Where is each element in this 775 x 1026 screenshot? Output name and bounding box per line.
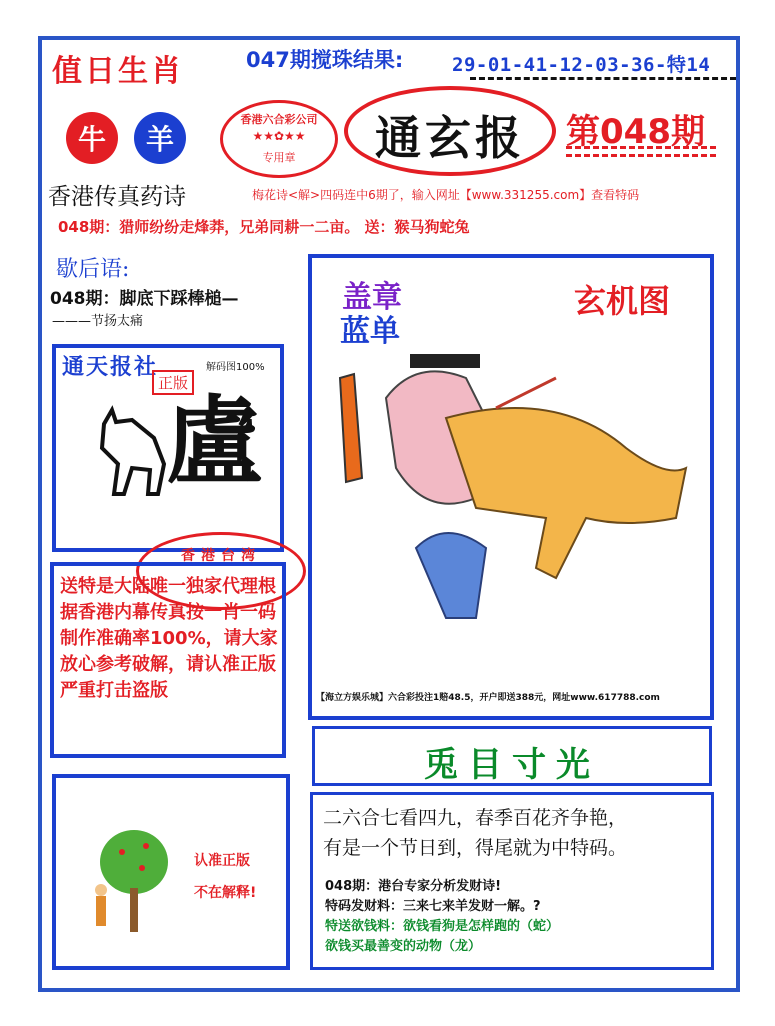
- analysis-line4: 欲钱买最善变的动物（龙）: [325, 939, 482, 954]
- poem-note: 梅花诗<解>四码连中6期了，输入网址【www.331255.com】查看特码: [252, 188, 640, 202]
- bottom-left-line1: 认准正版: [194, 853, 250, 869]
- idiom-text: 兎目寸光: [424, 745, 600, 785]
- issue-underline-2: [566, 154, 716, 157]
- tip-line: 048期：猎师纷纷走烽莽，兄弟同耕一二亩。 送：猴马狗蛇兔: [58, 218, 470, 236]
- xiehouyu-heading: 歇后语:: [56, 257, 130, 282]
- notice-text: 送特是大陆唯一独家代理根据香港内幕传真按一肖一码制作准确率100%，请大家放心参考破解，请认准正版严重打击盗版: [60, 576, 278, 701]
- seal-top-text: 香港六合彩公司: [240, 113, 318, 126]
- result-label: 047期搅珠结果:: [246, 48, 404, 72]
- verse-line2: 有是一个节日到，得尾就为中特码。: [323, 837, 628, 859]
- xuanji-label-1: 盖章: [342, 280, 402, 315]
- xuanji-title: 玄机图: [574, 282, 671, 320]
- bottom-left-box: [52, 774, 290, 970]
- poem-title: 香港传真药诗: [48, 184, 186, 210]
- idiom-box: [312, 726, 712, 786]
- xuanji-box: [308, 254, 714, 720]
- result-numbers: 29-01-41-12-03-36-特14: [452, 54, 711, 76]
- tiantian-stamp: 正版: [152, 370, 194, 395]
- badge-goat: 羊: [134, 112, 186, 164]
- paper-name: 通玄报: [375, 111, 525, 165]
- xiehouyu-line1: 048期：脚底下踩棒槌—: [50, 289, 239, 309]
- verse-line1: 二六合七看四九，春季百花齐争艳，: [323, 807, 628, 829]
- badge-ox: 牛: [66, 112, 118, 164]
- issue-underline-1: [566, 146, 716, 149]
- company-seal: [220, 100, 338, 178]
- verse-box: [310, 792, 714, 970]
- result-underline: [470, 77, 736, 80]
- tiantian-glyph: 盧: [166, 385, 262, 498]
- cartoon-illustration: [326, 318, 702, 638]
- seal-bottom-text: 专用章: [262, 151, 296, 164]
- tree-icon: [84, 822, 172, 942]
- tiantian-box: [52, 344, 284, 552]
- bottom-left-line2: 不在解释!: [194, 885, 257, 901]
- analysis-line1: 048期：港台专家分析发财诗!: [325, 879, 502, 894]
- xuanji-label-2: 蓝单: [340, 314, 400, 349]
- red-stamp-text: 香港台湾: [181, 548, 261, 564]
- analysis-line2: 特码发财料：三来七来羊发财一解。?: [325, 899, 541, 914]
- paper-name-oval: [344, 86, 556, 176]
- tiantian-tag: 解码图100%: [206, 362, 265, 373]
- xuanji-ad: 【海立方娱乐城】六合彩投注1赔48.5，开户即送388元，网址www.617788.com: [316, 693, 660, 703]
- tiantian-title: 通天报社: [62, 355, 159, 380]
- analysis-line3: 特送欲钱料：欲钱看狗是怎样跑的（蛇）: [325, 919, 560, 934]
- xiehouyu-line2: ———节扬太痛: [52, 314, 144, 329]
- notice-box: [50, 562, 286, 758]
- issue-number: 第048期: [566, 112, 705, 152]
- zodiac-title: 值日生肖: [52, 54, 184, 89]
- seal-stars: ★★✿★★: [252, 129, 306, 143]
